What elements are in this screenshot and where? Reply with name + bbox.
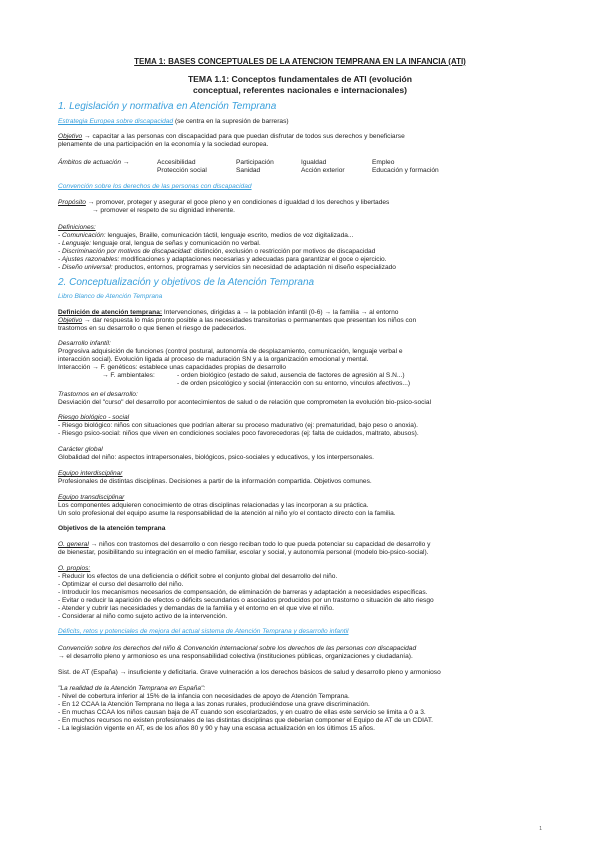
definicion-line: Definición de atención temprana: Intervenciones, dirigidas a → la población infantil (0-6) → la familia → al entorno (58, 309, 399, 316)
convenciones-line-1: Convención sobre los derechos del niño & Convención internacional sobre los derechos de las personas con discapacidad (58, 645, 417, 652)
definition-item: - Comunicación: lenguajes, Braille, comunicación táctil, lenguaje escrito, medios de voz digitalizada... (58, 232, 354, 239)
ambitos-label: Ámbitos de actuación → (58, 159, 130, 166)
trastornos-label: Trastornos en el desarrollo: (58, 391, 138, 398)
proposito-label: Propósito (58, 199, 86, 206)
ambito-item: Igualdad (301, 159, 327, 166)
og-line-2: de bienestar, posibilitando su integración en el medio familiar, escolar y social, y autonomía personal (modelo bio-psico-social). (58, 549, 429, 556)
ambito-item: Empleo (372, 159, 395, 166)
definiciones-label: Definiciones: (58, 224, 96, 231)
proposito-line-1 (58, 199, 548, 207)
desarrollo-label: Desarrollo infantil: (58, 340, 111, 347)
interaccion-line-4: - de orden psicológico y social (interacción con su entorno, vínculos afectivos...) (177, 380, 411, 387)
riesgo-line-1: - Riesgo biológico: niños con situaciones que podrían alterar su proceso madurativo (ej: prematuridad, bajo peso o anoxia). (58, 422, 418, 429)
libro-blanco-label: Libro Blanco de Atención Temprana (58, 293, 163, 300)
definition-item: - Diseño universal: productos, entornos, programas y servicios sin necesidad de adaptación ni diseño especializado (58, 264, 396, 271)
op-item: - Evitar o reducir la aparición de efectos o déficits secundarios o asociados producidos por un trastorno o situación de alto riesgo (58, 597, 434, 604)
section-2-title: 2. Conceptualización y objetivos de la Atención Temprana (58, 277, 315, 288)
objetivo-label: Objetivo (58, 133, 83, 140)
estrategia-line (58, 118, 548, 126)
obj-line-1: Objetivo → dar respuesta lo más pronto posible a las necesidades transitorias o permanentes que presentan los niños con (58, 317, 417, 324)
definition-item: - Discriminación por motivos de discapacidad: distinción, exclusión o restricción por motivos de discapacidad (58, 248, 376, 255)
interdisciplinar-label: Equipo interdisciplinar (58, 470, 123, 477)
ambito-item: Participación (236, 159, 274, 166)
objetivos-heading: Objetivos de la atención temprana (58, 525, 166, 532)
op-item: - Reducir los efectos de una deficiencia o déficit sobre el conjunto global del desarrollo del niño. (58, 573, 338, 580)
transdisciplinar-line-2: Un solo profesional del equipo asume la responsabilidad de la atención al niño y/o el contacto directo con la familia. (58, 510, 396, 517)
interaccion-line-1: Interacción → F. genéticos: establece unas capacidades propias de desarrollo (58, 364, 286, 371)
riesgo-line-2: - Riesgo psico-social: niños que viven en condiciones sociales poco favorecedoras (ej: falta de cuidados, maltrato, abusos). (58, 430, 419, 437)
transdisciplinar-label: Equipo transdisciplinar (58, 494, 125, 501)
definition-item: - Ajustes razonables: modificaciones y adaptaciones necesarias y adecuadas para garantizar el goce o ejercicio. (58, 256, 387, 263)
estrategia-note: (se centra en la supresión de barreras) (173, 118, 289, 125)
ambito-item: Sanidad (236, 167, 261, 174)
proposito-text-1: → promover, proteger y asegurar el goce pleno y en condiciones d igualdad d los derechos y libertades (85, 199, 390, 206)
desarrollo-line-2: interacción social). Evolución ligada al proceso de maduración SN y a la organización emocional y mental. (58, 356, 369, 363)
realidad-item: - En muchos recursos no existen profesionales de las distintas disciplinas que deberían componer el Equipo de AT de un CDIAT. (58, 717, 433, 724)
op-item: - Optimizar el curso del desarrollo del niño. (58, 581, 184, 588)
ambito-item: Acción exterior (301, 167, 345, 174)
realidad-item: - En muchas CCAA los niños causan baja de AT cuando son escolarizados, y en cuatro de ellas este servicio se limita a 0 a 3. (58, 709, 426, 716)
definition-item: - Lenguaje: lenguaje oral, lengua de señas y comunicación no verbal. (58, 240, 261, 247)
realidad-item: - La legislación vigente en AT, es de los años 80 y 90 y hay una escasa actualización en los últimos 15 años. (58, 725, 375, 732)
sistema-line: Sist. de AT (España) → insuficiente y deficitaria. Grave vulneración a los derechos básicos de salud y desarrollo pleno y armonioso (58, 669, 441, 676)
realidad-label: "La realidad de la Atención Temprana en España": (58, 685, 206, 692)
subtitle-line-2: conceptual, referentes nacionales e internacionales) (193, 85, 407, 95)
proposito-line-2: → promover el respeto de su dignidad inherente. (92, 207, 235, 214)
objetivo-line-1 (58, 133, 548, 141)
realidad-item: - Nivel de cobertura inferior al 15% de la infancia con necesidades de apoyo de Atención Temprana. (58, 693, 350, 700)
op-item: - Considerar al niño como sujeto activo de la intervención. (58, 613, 228, 620)
interdisciplinar-text: Profesionales de distintas disciplinas. Decisiones a partir de la información compartida. Objetivos comunes. (58, 478, 372, 485)
op-item: - Introducir los mecanismos necesarios de compensación, de eliminación de barreras y adaptación a necesidades específicas. (58, 589, 428, 596)
main-title: TEMA 1: BASES CONCEPTUALES DE LA ATENCIÓN TEMPRANA EN LA INFANCIA (ATI) (134, 58, 466, 66)
desarrollo-line-1: Progresiva adquisición de funciones (control postural, autonomía de desplazamiento, comunicación, lenguaje verbal e (58, 348, 403, 355)
convencion-label: Convención sobre los derechos de las personas con discapacidad (58, 183, 252, 190)
estrategia-label: Estrategia Europea sobre discapacidad (58, 118, 174, 125)
ambito-item: Accesibilidad (157, 159, 196, 166)
page-number: 1 (539, 826, 542, 832)
op-label: O. propios: (58, 565, 91, 572)
objetivo-line-2: plenamente de una participación en la economía y la sociedad europea. (58, 141, 269, 148)
interaccion-line-3: - orden biológico (estado de salud, ausencia de factores de agresión al S.N...) (177, 372, 405, 379)
riesgo-label: Riesgo biológico - social (58, 414, 130, 421)
ambito-item: Protección social (157, 167, 207, 174)
deficits-label: Déficits, retos y potenciales de mejora del actual sistema de Atención Temprana y desarrollo infantil (58, 628, 349, 635)
obj-line-2: trastornos en su desarrollo o que tienen el riesgo de padecerlos. (58, 325, 247, 332)
obj-label: Objetivo (58, 317, 83, 324)
op-item: - Atender y cubrir las necesidades y demandas de la familia y el entorno en el que vive el niño. (58, 605, 334, 612)
interaccion-line-2: → F. ambientales: (102, 372, 155, 379)
og-label: O. general (58, 541, 89, 548)
section-1-title: 1. Legislación y normativa en Atención Temprana (58, 101, 277, 112)
definicion-label: Definición de atención temprana: (58, 309, 163, 316)
convenciones-line-2: → el desarrollo pleno y armonioso es una responsabilidad colectiva (instituciones públicas, organizaciones y ciudadanía). (58, 653, 413, 660)
realidad-item: - En 12 CCAA la Atención Temprana no llega a las zonas rurales, produciéndose una grave discriminación. (58, 701, 370, 708)
og-line-1: O. general → niños con trastornos del desarrollo o con riesgo reciban todo lo que pueda potenciar su capacidad de desarrollo y (58, 541, 431, 548)
objetivo-text-1: → capacitar a las personas con discapacidad para que puedan disfrutar de todos sus derechos y beneficiarse (82, 133, 405, 140)
ambito-item: Educación y formación (372, 167, 439, 174)
subtitle-line-1: TEMA 1.1: Conceptos fundamentales de ATI (evolución (187, 74, 413, 84)
trastornos-text: Desviación del "curso" del desarrollo por acontecimientos de salud o de relación que comprometen la evolución bio-psico-social (58, 399, 432, 406)
caracter-text: Globalidad del niño: aspectos intrapersonales, biológicos, psico-sociales y educativos, y los interpersonales. (58, 454, 374, 461)
caracter-label: Carácter global (58, 446, 103, 453)
transdisciplinar-line-1: Los componentes adquieren conocimiento de otras disciplinas relacionadas y las incorporan a su práctica. (58, 502, 369, 509)
